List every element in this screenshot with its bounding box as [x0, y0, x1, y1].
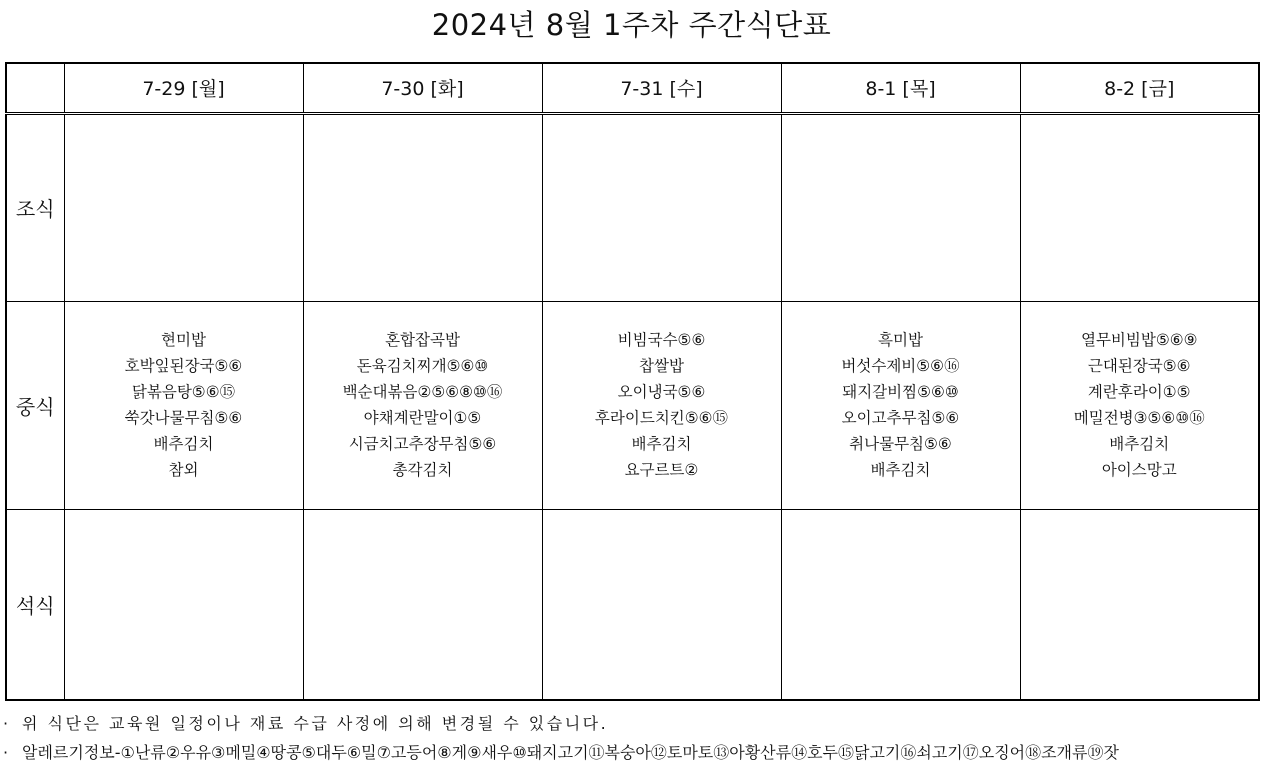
meal-label-lunch: 중식 — [6, 301, 64, 509]
dish-item: 버섯수제비⑤⑥⑯ — [841, 356, 960, 375]
dinner-row — [6, 509, 1259, 700]
dish-item: 돈육김치찌개⑤⑥⑩ — [356, 356, 489, 375]
menu-cell — [64, 509, 303, 700]
allergy-info-note — [0, 738, 1263, 767]
menu-cell — [303, 509, 542, 700]
schedule-change-note — [0, 709, 1263, 738]
dish-item: 아이스망고 — [1101, 460, 1177, 479]
menu-cell — [303, 301, 542, 509]
dish-item: 배추김치 — [1109, 434, 1170, 453]
footer-notes — [0, 709, 1263, 767]
meal-label-breakfast: 조식 — [6, 113, 64, 301]
menu-cell — [1020, 301, 1259, 509]
day-header: 8-1 [목] — [781, 63, 1020, 113]
dish-item: 후라이드치킨⑤⑥⑮ — [594, 408, 729, 427]
bullet-mark: · — [3, 714, 9, 733]
dish-item: 배추김치 — [870, 460, 931, 479]
dish-item: 참외 — [168, 460, 199, 479]
corner-cell — [6, 63, 64, 113]
dish-item: 배추김치 — [153, 434, 214, 453]
dish-item: 백순대볶음②⑤⑥⑧⑩⑯ — [342, 382, 503, 401]
dish-item: 열무비빔밥⑤⑥⑨ — [1080, 330, 1198, 349]
note-text: 위 식단은 교육원 일정이나 재료 수급 사정에 의해 변경될 수 있습니다. — [22, 714, 609, 733]
dish-item: 계란후라이①⑤ — [1087, 382, 1191, 401]
dish-item: 혼합잡곡밥 — [385, 330, 460, 349]
menu-cell — [542, 509, 781, 700]
dish-item: 비빔국수⑤⑥ — [617, 330, 706, 349]
menu-cell — [64, 301, 303, 509]
dish-item: 메밀전병③⑤⑥⑩⑯ — [1073, 408, 1205, 427]
dish-item: 현미밥 — [161, 330, 206, 349]
dish-item: 흑미밥 — [878, 330, 923, 349]
menu-cell — [542, 113, 781, 301]
menu-cell — [542, 301, 781, 509]
dish-item: 닭볶음탕⑤⑥⑮ — [131, 382, 236, 401]
dish-item: 호박잎된장국⑤⑥ — [124, 356, 243, 375]
dish-item: 근대된장국⑤⑥ — [1087, 356, 1191, 375]
bullet-mark: · — [3, 743, 9, 762]
menu-cell — [303, 113, 542, 301]
lunch-row — [6, 301, 1259, 509]
menu-cell — [64, 113, 303, 301]
dish-item: 오이냉국⑤⑥ — [617, 382, 706, 401]
day-header: 8-2 [금] — [1020, 63, 1259, 113]
allergy-text: 알레르기정보-①난류②우유③메밀④땅콩⑤대두⑥밀⑦고등어⑧게⑨새우⑩돼지고기⑪복숭아⑫토마토⑬아황산류⑭호두⑮닭고기⑯쇠고기⑰오징어⑱조개류⑲잣 — [22, 743, 1119, 762]
dish-item: 취나물무침⑤⑥ — [849, 434, 952, 453]
dish-item: 돼지갈비찜⑤⑥⑩ — [842, 382, 959, 401]
day-header: 7-29 [월] — [64, 63, 303, 113]
dish-item: 찹쌀밥 — [639, 356, 684, 375]
weekly-menu-table — [5, 62, 1260, 701]
dish-item: 쑥갓나물무침⑤⑥ — [124, 408, 243, 427]
breakfast-row — [6, 113, 1259, 301]
day-header: 7-30 [화] — [303, 63, 542, 113]
dish-item: 요구르트② — [624, 460, 699, 479]
dish-item: 야채계란말이①⑤ — [363, 408, 482, 427]
dish-item: 배추김치 — [631, 434, 692, 453]
dish-item: 총각김치 — [392, 460, 453, 479]
menu-cell — [781, 113, 1020, 301]
day-header: 7-31 [수] — [542, 63, 781, 113]
dish-item: 시금치고추장무침⑤⑥ — [348, 434, 497, 453]
page-title: 2024년 8월 1주차 주간식단표 — [431, 8, 832, 42]
menu-cell — [1020, 113, 1259, 301]
table-header-row — [6, 63, 1259, 113]
menu-cell — [781, 301, 1020, 509]
meal-label-dinner: 석식 — [6, 509, 64, 700]
dish-item: 오이고추무침⑤⑥ — [841, 408, 960, 427]
menu-cell — [781, 509, 1020, 700]
menu-cell — [1020, 509, 1259, 700]
